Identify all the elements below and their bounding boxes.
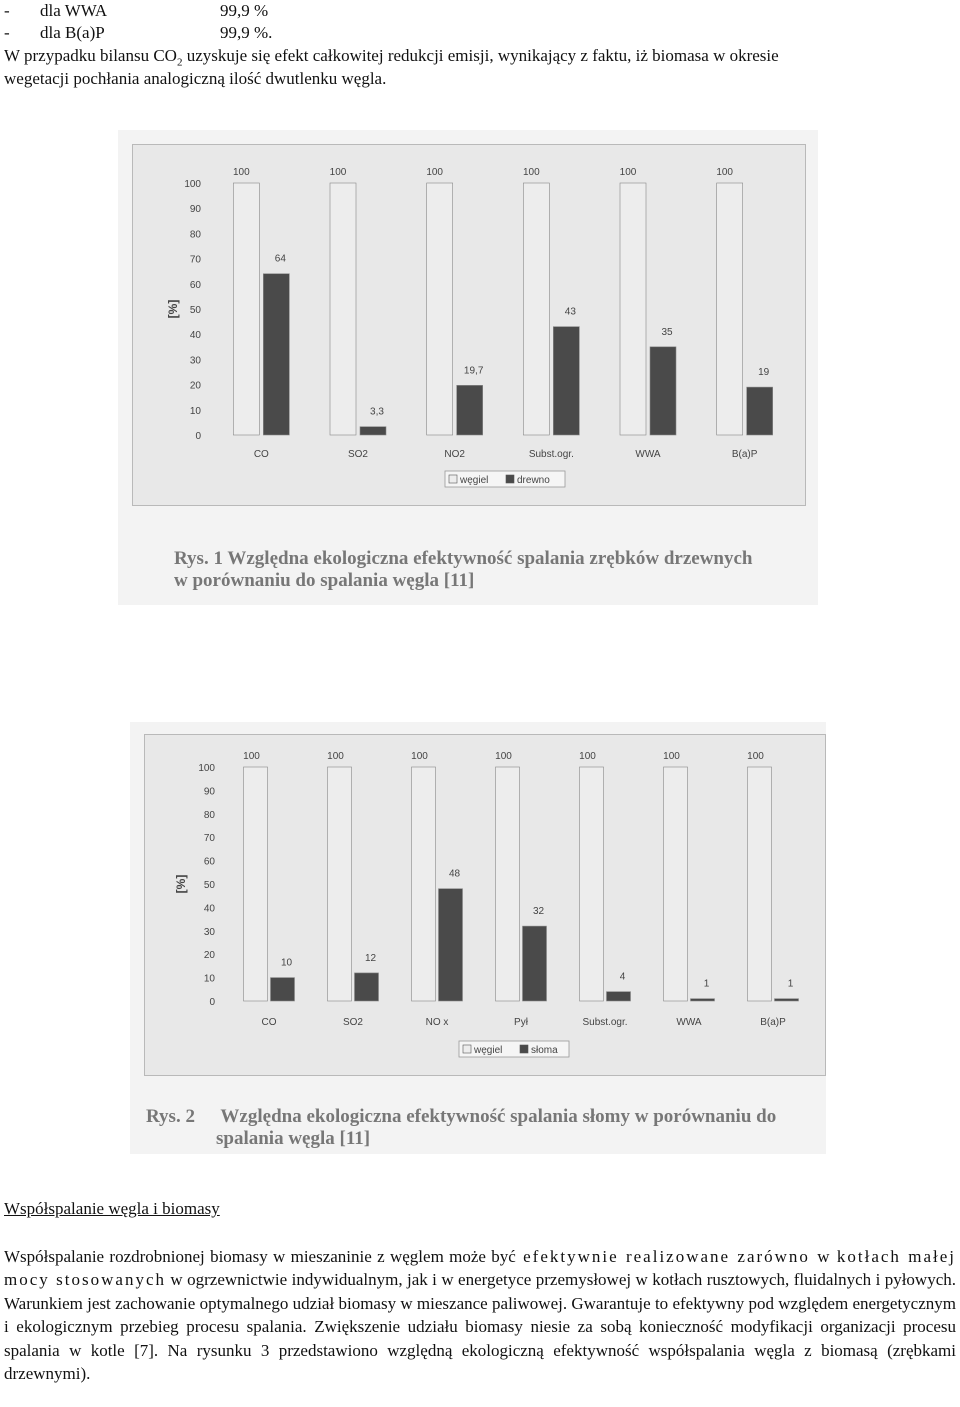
bar-biomass xyxy=(439,889,463,1001)
y-tick-label: 10 xyxy=(203,973,215,985)
paragraph-part: rusztowych, fluidalnych i pyłowych. Warunkiem jest zachowanie optymalnego udział biomasy w mieszance paliwowej. Gwarantuje to efektywny pod względem energetycznym i ekologicznym przebieg procesu spalania. Zwiększenie udziału biomasy niesie za sobą konieczność modyfikacji organizacji procesu spalania w kotle [7]. Na rysunku 3 przedstawiono względną ekologiczną efektywność współspalania węgla z biomasą (zrębkami drzewnymi). xyxy=(4,1270,957,1384)
bar-coal xyxy=(328,767,352,1001)
data-label: 48 xyxy=(448,868,461,880)
bar-coal xyxy=(717,183,743,435)
paragraph-part: w ogrzewnictwie indywidualnym, jak i w energetyce przemysłowej w kotłach xyxy=(166,1270,703,1290)
bar-coal xyxy=(330,183,356,435)
bar-coal xyxy=(748,767,772,1001)
co2-text-post: uzyskuje się efekt całkowitej redukcji emisji, wynikający z faktu, iż biomasa w okresie xyxy=(182,46,779,65)
x-tick-label: NO x xyxy=(425,1017,449,1028)
paragraph-part: Współspalanie rozdrobnionej biomasy w mieszaninie z węglem może być xyxy=(4,1247,516,1266)
data-label: 43 xyxy=(564,306,576,318)
legend-swatch xyxy=(520,1045,528,1053)
x-tick-label: Subst.ogr. xyxy=(528,449,574,460)
y-axis-label: [%] xyxy=(166,299,180,319)
paragraph-part-spaced: kotłach małej mocy stosowanych xyxy=(4,1247,956,1290)
y-tick-label: 30 xyxy=(189,355,201,367)
bar-biomass xyxy=(523,926,547,1001)
y-tick-label: 10 xyxy=(189,405,201,417)
y-tick-label: 30 xyxy=(203,926,215,938)
y-tick-label: 20 xyxy=(189,380,201,392)
legend-swatch xyxy=(506,475,514,483)
bar-biomass xyxy=(747,387,773,435)
y-tick-label: 20 xyxy=(203,950,215,962)
data-label: 64 xyxy=(274,253,286,265)
figure-1-caption-line2: w porównaniu do spalania węgla [11] xyxy=(174,570,475,591)
x-tick-label: SO2 xyxy=(342,1017,364,1028)
data-label: 100 xyxy=(619,167,637,178)
y-tick-label: 40 xyxy=(189,330,201,342)
y-tick-label: 90 xyxy=(189,204,201,216)
figure-2-caption-line1: Względna ekologiczna efektywność spalania słomy w porównaniu do xyxy=(220,1106,777,1127)
figure-1 xyxy=(118,130,818,605)
bullet-dash: - xyxy=(4,1,10,20)
data-label: 1 xyxy=(703,978,710,990)
data-label: 19,7 xyxy=(463,365,484,377)
x-tick-label: B(a)P xyxy=(760,1017,786,1028)
chart-2-frame xyxy=(144,734,826,1076)
bar-biomass xyxy=(607,992,631,1001)
bar-biomass xyxy=(263,274,289,435)
bar-coal xyxy=(496,767,520,1001)
x-tick-label: WWA xyxy=(676,1017,702,1028)
figure-2-caption-line2: spalania węgla [11] xyxy=(216,1128,371,1149)
y-tick-label: 80 xyxy=(203,809,215,821)
y-tick-label: 70 xyxy=(189,254,201,266)
x-tick-label: CO xyxy=(261,1017,277,1028)
data-label: 32 xyxy=(532,906,545,918)
data-label: 12 xyxy=(364,952,377,964)
section-heading: Współspalanie węgla i biomasy xyxy=(4,1199,220,1218)
x-tick-label: Subst.ogr. xyxy=(582,1017,628,1028)
data-label: 19 xyxy=(758,367,770,379)
chart-2 xyxy=(145,735,825,1075)
figure-2-caption-number: Rys. 2 xyxy=(146,1106,195,1127)
data-label: 10 xyxy=(280,957,293,969)
bullet-dash: - xyxy=(4,23,10,42)
data-label: 35 xyxy=(661,326,673,338)
bar-coal xyxy=(523,183,549,435)
paragraph-part-spaced: efektywnie realizowane zarówno w xyxy=(515,1247,832,1266)
data-label: 100 xyxy=(329,167,347,178)
bullet-value: 99,9 % xyxy=(220,1,269,20)
figure-1-caption-line1: Względna ekologiczna efektywność spalania zrębków drzewnych xyxy=(227,548,753,569)
data-label: 4 xyxy=(619,971,626,983)
y-tick-label: 90 xyxy=(203,786,215,798)
figure-1-caption xyxy=(174,548,753,592)
y-tick-label: 50 xyxy=(203,880,215,891)
bar-coal xyxy=(244,767,268,1001)
legend-label: drewno xyxy=(517,475,550,486)
data-label: 100 xyxy=(426,167,444,178)
x-tick-label: B(a)P xyxy=(731,449,758,460)
data-label: 100 xyxy=(327,751,344,762)
data-label: 100 xyxy=(411,751,428,762)
y-tick-label: 100 xyxy=(184,179,201,190)
y-tick-label: 60 xyxy=(189,279,201,291)
legend-swatch xyxy=(463,1045,471,1053)
legend-label: węgiel xyxy=(460,475,489,486)
section-paragraph xyxy=(4,1245,956,1385)
data-label: 3,3 xyxy=(370,406,384,418)
bullet-bap xyxy=(4,22,272,44)
y-tick-label: 50 xyxy=(189,305,201,316)
y-tick-label: 80 xyxy=(189,229,201,241)
bar-biomass xyxy=(355,973,379,1001)
x-tick-label: SO2 xyxy=(347,449,369,460)
x-tick-label: Pył xyxy=(514,1017,528,1028)
data-label: 100 xyxy=(579,751,596,762)
bullet-wwa xyxy=(4,0,268,22)
data-label: 100 xyxy=(232,167,250,178)
data-label: 100 xyxy=(716,167,734,178)
bullet-label: dla B(a)P xyxy=(40,23,105,42)
bar-biomass xyxy=(691,999,715,1001)
y-tick-label: 40 xyxy=(203,903,215,915)
chart-1 xyxy=(133,145,805,505)
data-label: 100 xyxy=(522,167,540,178)
bar-biomass xyxy=(775,999,799,1001)
figure-2 xyxy=(130,722,826,1154)
bar-coal xyxy=(427,183,453,435)
data-label: 100 xyxy=(663,751,680,762)
bar-coal xyxy=(580,767,604,1001)
legend-label: słoma xyxy=(531,1045,558,1056)
y-tick-label: 70 xyxy=(203,833,215,845)
co2-text-pre: W przypadku bilansu CO xyxy=(4,46,177,65)
bar-coal xyxy=(412,767,436,1001)
data-label: 1 xyxy=(787,978,794,990)
x-tick-label: CO xyxy=(253,449,269,460)
bar-biomass xyxy=(553,327,579,435)
bar-coal xyxy=(664,767,688,1001)
chart-1-frame xyxy=(132,144,806,506)
bar-biomass xyxy=(360,427,386,435)
legend-label: węgiel xyxy=(474,1045,503,1056)
bullet-label: dla WWA xyxy=(40,1,108,20)
x-tick-label: WWA xyxy=(635,449,661,460)
bar-coal xyxy=(620,183,646,435)
x-tick-label: NO2 xyxy=(444,449,465,460)
y-tick-label: 100 xyxy=(198,763,215,774)
figure-1-caption-number: Rys. 1 xyxy=(174,548,223,569)
y-tick-label: 0 xyxy=(209,997,215,1008)
y-tick-label: 0 xyxy=(195,431,201,442)
y-tick-label: 60 xyxy=(203,856,215,868)
figure-2-caption xyxy=(146,1106,776,1150)
co2-subscript: 2 xyxy=(176,56,183,69)
legend-swatch xyxy=(449,475,457,483)
data-label: 100 xyxy=(495,751,512,762)
bar-biomass xyxy=(650,347,676,435)
bullet-value: 99,9 %. xyxy=(220,23,273,42)
bar-biomass xyxy=(457,385,483,435)
data-label: 100 xyxy=(243,751,260,762)
y-axis-label: [%] xyxy=(174,874,188,894)
bar-biomass xyxy=(271,978,295,1001)
bar-coal xyxy=(233,183,259,435)
co2-line-2: wegetacji pochłania analogiczną ilość dwutlenku węgla. xyxy=(4,69,387,88)
data-label: 100 xyxy=(747,751,764,762)
